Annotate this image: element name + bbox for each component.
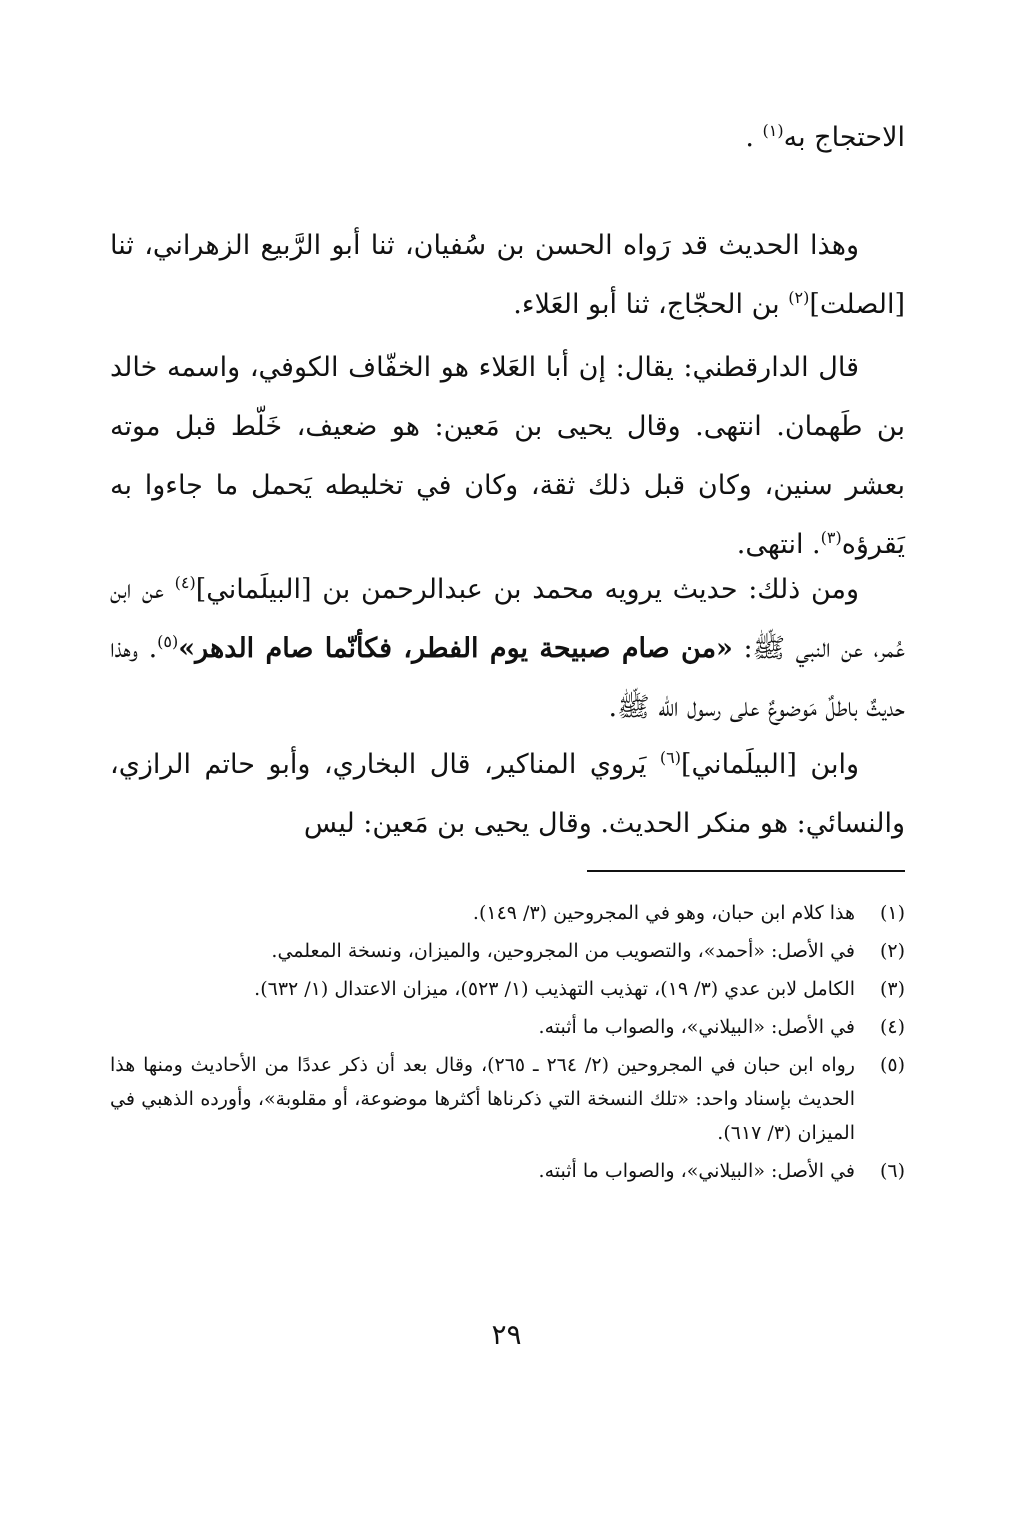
footnote-separator [587, 870, 905, 872]
paragraph-5 [110, 735, 905, 853]
footnote-number: (٥) [879, 1054, 905, 1076]
footnote-5 [110, 1048, 905, 1150]
paragraph-2-text-a: وهذا الحديث قد رَواه الحسن بن سُفيان، ثنا أبو الرَّبيع الزهراني، ثنا [الصلت] [110, 230, 905, 320]
footnote-text: في الأصل: «البيلاني»، والصواب ما أثبته. [538, 1160, 855, 1182]
paragraph-3-text-a: قال الدارقطني: يقال: إن أبا العَلاء هو الخفّاف الكوفي، واسمه خالد بن طَهمان. انتهى. وقال يحيى بن مَعين: هو ضعيف، خَلّط قبل موته بعشر سنين، وكان قبل ذلك ثقة، وكان في تخليطه يَحمل ما جاءوا به يَقرؤه [110, 352, 905, 560]
footnote-number: (١) [879, 902, 905, 924]
page-number: ٢٩ [491, 1318, 522, 1351]
footnote-text: في الأصل: «البيلاني»، والصواب ما أثبته. [538, 1016, 855, 1038]
footnote-4 [110, 1010, 905, 1044]
paragraph-1-end: . [745, 122, 763, 153]
footnotes-section [110, 896, 905, 1192]
footnote-ref-2: (٢) [788, 288, 810, 307]
paragraph-2-text-b: بن الحجّاج، ثنا أبو العَلاء. [513, 289, 789, 320]
paragraph-4-text-b: عن ابن عُمر، عن النبي ﷺ: [110, 574, 906, 664]
paragraph-2 [110, 216, 905, 334]
paragraph-1-text: الاحتجاج به [783, 122, 905, 153]
footnote-ref-5: (٥) [157, 632, 179, 651]
paragraph-4-text-c: . وهذا حديثٌ باطلٌ مَوضوعٌ على رسول الله ﷺ. [110, 633, 905, 723]
footnote-6 [110, 1154, 905, 1188]
footnote-number: (٢) [879, 940, 905, 962]
paragraph-4-text-a: ومن ذلك: حديث يرويه محمد بن عبدالرحمن بن [البيلَماني] [195, 574, 859, 605]
paragraph-1 [110, 108, 905, 167]
footnote-number: (٣) [879, 978, 905, 1000]
footnote-text: الكامل لابن عدي (٣/ ١٩)، تهذيب التهذيب (١/ ٥٢٣)، ميزان الاعتدال (١/ ٦٣٢). [254, 978, 855, 1000]
footnote-ref-4: (٤) [174, 573, 196, 592]
footnote-number: (٦) [879, 1160, 905, 1182]
footnote-ref-6: (٦) [659, 748, 682, 767]
paragraph-4 [110, 560, 905, 737]
footnote-ref-1: (١) [762, 121, 784, 140]
footnote-1 [110, 896, 905, 930]
footnote-text: رواه ابن حبان في المجروحين (٢/ ٢٦٤ ـ ٢٦٥)، وقال بعد أن ذكر عددًا من الأحاديث ومنها هذا الحديث بإسناد واحد: «تلك النسخة التي ذكرناها أكثرها موضوعة، أو مقلوبة»، وأورده الذهبي في الميزان (٣/ ٦١٧). [110, 1054, 855, 1144]
footnote-text: هذا كلام ابن حبان، وهو في المجروحين (٣/ ١٤٩). [472, 902, 855, 924]
paragraph-5-text-a: وابن [البيلَماني] [681, 749, 859, 780]
paragraph-3-text-b: . انتهى. [736, 529, 821, 560]
paragraph-5-text-b: يَروي المناكير، قال البخاري، وأبو حاتم الرازي، والنسائي: هو منكر الحديث. وقال يحيى بن مَعين: ليس [110, 749, 905, 839]
footnote-2 [110, 934, 905, 968]
hadith-quote: «من صام صبيحة يوم الفطر، فكأنّما صام الدهر» [178, 633, 733, 664]
footnote-3 [110, 972, 905, 1006]
footnote-number: (٤) [879, 1016, 905, 1038]
footnote-ref-3: (٣) [820, 528, 842, 547]
paragraph-3 [110, 338, 905, 574]
footnote-text: في الأصل: «أحمد»، والتصويب من المجروحين، والميزان، ونسخة المعلمي. [271, 940, 855, 962]
